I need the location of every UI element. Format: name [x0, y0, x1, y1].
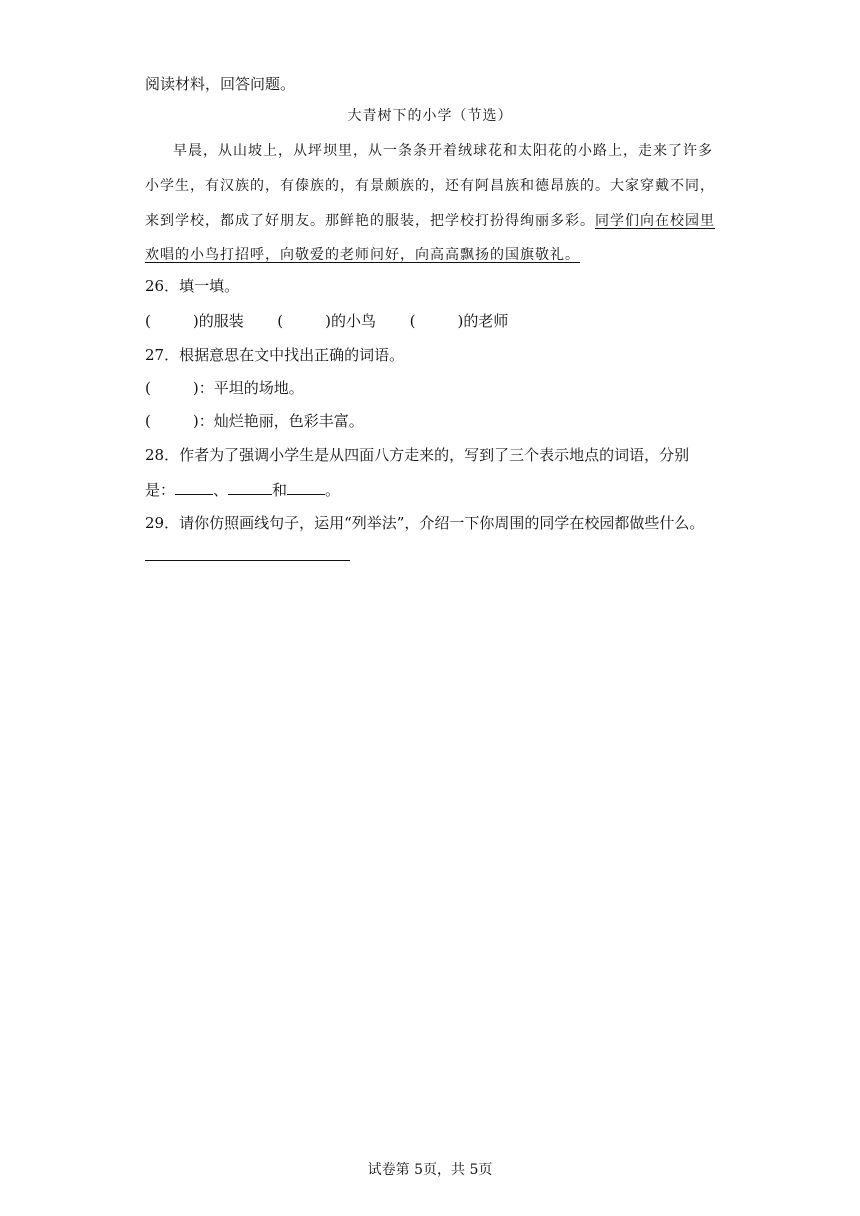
passage-line: 小学生，有汉族的，有傣族的，有景颇族的，还有阿昌族和德昂族的。大家穿戴不同，	[145, 178, 715, 194]
passage-line	[145, 211, 720, 231]
underlined-sentence: 同学们向在校园里	[595, 213, 715, 229]
answer-writing-line[interactable]	[145, 560, 350, 561]
fill-item: ( )的小鸟	[277, 312, 377, 330]
question-27-item: ( )：平坦的场地。	[145, 379, 304, 397]
passage-line	[145, 245, 720, 265]
question-28-stem: 28．作者为了强调小学生是从四面八方走来的，写到了三个表示地点的词语，分别	[145, 446, 690, 464]
answer-blank[interactable]	[287, 480, 325, 495]
underlined-sentence: 欢唱的小鸟打招呼，向敬爱的老师问好，向高高飘扬的国旗敬礼。	[145, 247, 580, 263]
fill-item: ( )的老师	[409, 312, 509, 330]
question-26-stem: 26．填一填。	[145, 277, 240, 295]
fill-item: ( )的服装	[145, 312, 244, 330]
reading-instruction: 阅读材料，回答问题。	[145, 75, 296, 93]
passage-title: 大青树下的小学（节选）	[347, 108, 513, 124]
answer-blank[interactable]	[175, 480, 213, 495]
answer-blank[interactable]	[228, 480, 272, 495]
question-28-answer-line: 是： 、 和 。	[145, 481, 341, 499]
page-footer: 试卷第 5页，共 5页	[367, 1162, 493, 1178]
question-26-items	[145, 311, 508, 331]
question-29-stem: 29．请你仿照画线句子，运用“列举法”，介绍一下你周围的同学在校园都做些什么。	[145, 514, 705, 532]
passage-text: 来到学校，都成了好朋友。那鲜艳的服装，把学校打扮得绚丽多彩。	[145, 213, 595, 229]
question-27-item: ( )：灿烂艳丽，色彩丰富。	[145, 412, 364, 430]
question-27-stem: 27．根据意思在文中找出正确的词语。	[145, 346, 405, 364]
passage-line: 早晨，从山坡上，从坪坝里，从一条条开着绒球花和太阳花的小路上，走来了许多	[173, 143, 713, 159]
